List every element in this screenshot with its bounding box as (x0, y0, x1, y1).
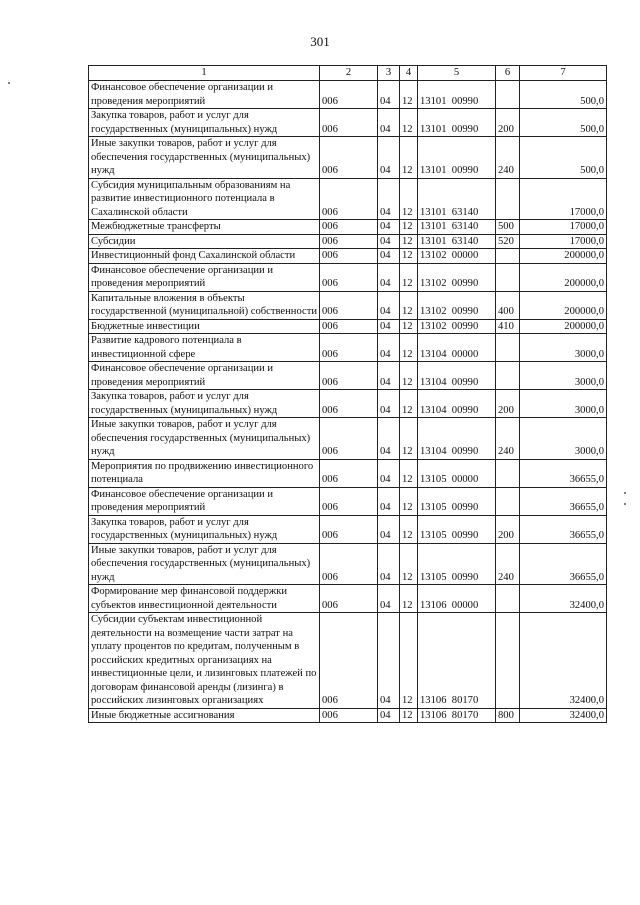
row-section: 04 (378, 234, 400, 249)
row-target-article: 13105 00990 (418, 487, 496, 515)
header-cell: 2 (320, 66, 378, 81)
scan-speck (624, 503, 626, 505)
row-expense-type (496, 249, 520, 264)
table-row (89, 319, 607, 334)
row-subsection: 12 (400, 137, 418, 179)
page-number: 301 (310, 34, 330, 49)
table-row (89, 585, 607, 613)
row-name: Иные закупки товаров, работ и услуг для обеспечения государственных (муниципальных) нужд (89, 418, 320, 460)
row-expense-type (496, 613, 520, 709)
row-section: 04 (378, 81, 400, 109)
row-section: 04 (378, 708, 400, 723)
row-target-article: 13106 80170 (418, 708, 496, 723)
table-row (89, 178, 607, 220)
row-name: Субсидии субъектам инвестиционной деятельности на возмещение части затрат на уплату процентов по кредитам, полученным в российских кредитных организациях на инвестиционные цели, и лизинговых платежей по договорам финансовой аренды (лизинга) в российских лизинговых организациях (89, 613, 320, 709)
row-section: 04 (378, 137, 400, 179)
row-expense-type (496, 459, 520, 487)
row-expense-type: 410 (496, 319, 520, 334)
row-subsection: 12 (400, 418, 418, 460)
row-name: Закупка товаров, работ и услуг для государственных (муниципальных) нужд (89, 109, 320, 137)
row-target-article: 13104 00990 (418, 390, 496, 418)
header-row (89, 66, 607, 81)
table-body (89, 81, 607, 723)
row-target-article: 13101 63140 (418, 234, 496, 249)
row-subsection: 12 (400, 543, 418, 585)
row-grbs-code: 006 (320, 362, 378, 390)
row-amount: 36655,0 (520, 543, 607, 585)
row-amount: 17000,0 (520, 220, 607, 235)
row-amount: 36655,0 (520, 487, 607, 515)
row-amount: 3000,0 (520, 362, 607, 390)
row-name: Бюджетные инвестиции (89, 319, 320, 334)
row-grbs-code: 006 (320, 515, 378, 543)
row-name: Иные бюджетные ассигнования (89, 708, 320, 723)
row-expense-type (496, 487, 520, 515)
row-subsection: 12 (400, 220, 418, 235)
row-target-article: 13102 00990 (418, 291, 496, 319)
row-subsection: 12 (400, 515, 418, 543)
row-amount: 17000,0 (520, 178, 607, 220)
row-name: Инвестиционный фонд Сахалинской области (89, 249, 320, 264)
row-section: 04 (378, 220, 400, 235)
row-subsection: 12 (400, 234, 418, 249)
row-expense-type: 800 (496, 708, 520, 723)
row-section: 04 (378, 263, 400, 291)
row-expense-type: 240 (496, 418, 520, 460)
row-amount: 3000,0 (520, 334, 607, 362)
row-grbs-code: 006 (320, 390, 378, 418)
row-target-article: 13102 00000 (418, 249, 496, 264)
row-expense-type (496, 334, 520, 362)
row-amount: 200000,0 (520, 291, 607, 319)
row-subsection: 12 (400, 178, 418, 220)
row-name: Мероприятия по продвижению инвестиционного потенциала (89, 459, 320, 487)
row-grbs-code: 006 (320, 81, 378, 109)
row-target-article: 13106 80170 (418, 613, 496, 709)
row-expense-type: 500 (496, 220, 520, 235)
row-section: 04 (378, 515, 400, 543)
table-row (89, 543, 607, 585)
row-subsection: 12 (400, 81, 418, 109)
table-row (89, 334, 607, 362)
scan-speck (624, 492, 626, 494)
row-name: Закупка товаров, работ и услуг для государственных (муниципальных) нужд (89, 390, 320, 418)
row-name: Иные закупки товаров, работ и услуг для обеспечения государственных (муниципальных) нужд (89, 543, 320, 585)
row-subsection: 12 (400, 291, 418, 319)
row-amount: 32400,0 (520, 708, 607, 723)
table-row (89, 418, 607, 460)
row-name: Капитальные вложения в объекты государственной (муниципальной) собственности (89, 291, 320, 319)
row-subsection: 12 (400, 613, 418, 709)
table-row (89, 137, 607, 179)
row-target-article: 13101 63140 (418, 220, 496, 235)
row-expense-type: 200 (496, 515, 520, 543)
row-section: 04 (378, 109, 400, 137)
row-name: Межбюджетные трансферты (89, 220, 320, 235)
row-target-article: 13104 00990 (418, 362, 496, 390)
row-target-article: 13106 00000 (418, 585, 496, 613)
table-row (89, 459, 607, 487)
row-name: Развитие кадрового потенциала в инвестиционной сфере (89, 334, 320, 362)
row-grbs-code: 006 (320, 319, 378, 334)
row-expense-type (496, 585, 520, 613)
row-section: 04 (378, 543, 400, 585)
row-grbs-code: 006 (320, 543, 378, 585)
row-section: 04 (378, 291, 400, 319)
row-grbs-code: 006 (320, 334, 378, 362)
row-section: 04 (378, 362, 400, 390)
row-section: 04 (378, 390, 400, 418)
row-name: Закупка товаров, работ и услуг для государственных (муниципальных) нужд (89, 515, 320, 543)
header-cell: 6 (496, 66, 520, 81)
row-amount: 36655,0 (520, 515, 607, 543)
row-target-article: 13101 63140 (418, 178, 496, 220)
row-target-article: 13105 00000 (418, 459, 496, 487)
row-amount: 500,0 (520, 137, 607, 179)
row-grbs-code: 006 (320, 487, 378, 515)
row-grbs-code: 006 (320, 708, 378, 723)
row-expense-type: 200 (496, 390, 520, 418)
row-subsection: 12 (400, 334, 418, 362)
row-expense-type (496, 178, 520, 220)
row-name: Субсидия муниципальным образованиям на развитие инвестиционного потенциала в Сахалинской области (89, 178, 320, 220)
row-expense-type (496, 362, 520, 390)
table-row (89, 708, 607, 723)
row-section: 04 (378, 487, 400, 515)
table-row (89, 81, 607, 109)
row-name: Иные закупки товаров, работ и услуг для обеспечения государственных (муниципальных) нужд (89, 137, 320, 179)
row-amount: 17000,0 (520, 234, 607, 249)
row-grbs-code: 006 (320, 613, 378, 709)
row-subsection: 12 (400, 319, 418, 334)
row-section: 04 (378, 319, 400, 334)
row-grbs-code: 006 (320, 137, 378, 179)
table-row (89, 613, 607, 709)
row-grbs-code: 006 (320, 109, 378, 137)
row-name: Финансовое обеспечение организации и проведения мероприятий (89, 263, 320, 291)
row-name: Финансовое обеспечение организации и проведения мероприятий (89, 487, 320, 515)
row-grbs-code: 006 (320, 263, 378, 291)
row-amount: 3000,0 (520, 418, 607, 460)
row-target-article: 13105 00990 (418, 543, 496, 585)
row-name: Формирование мер финансовой поддержки субъектов инвестиционной деятельности (89, 585, 320, 613)
row-target-article: 13102 00990 (418, 319, 496, 334)
row-grbs-code: 006 (320, 459, 378, 487)
row-subsection: 12 (400, 390, 418, 418)
row-target-article: 13105 00990 (418, 515, 496, 543)
row-amount: 500,0 (520, 109, 607, 137)
row-subsection: 12 (400, 459, 418, 487)
row-section: 04 (378, 585, 400, 613)
row-expense-type: 400 (496, 291, 520, 319)
row-grbs-code: 006 (320, 585, 378, 613)
row-amount: 200000,0 (520, 319, 607, 334)
row-section: 04 (378, 459, 400, 487)
budget-table (88, 65, 607, 723)
row-expense-type: 200 (496, 109, 520, 137)
row-section: 04 (378, 249, 400, 264)
row-subsection: 12 (400, 585, 418, 613)
row-target-article: 13101 00990 (418, 109, 496, 137)
row-expense-type: 240 (496, 137, 520, 179)
row-name: Финансовое обеспечение организации и проведения мероприятий (89, 362, 320, 390)
row-subsection: 12 (400, 109, 418, 137)
row-subsection: 12 (400, 263, 418, 291)
row-expense-type (496, 263, 520, 291)
row-section: 04 (378, 613, 400, 709)
table-row (89, 515, 607, 543)
scan-speck (8, 82, 10, 84)
table-row (89, 220, 607, 235)
row-grbs-code: 006 (320, 418, 378, 460)
row-subsection: 12 (400, 487, 418, 515)
row-amount: 36655,0 (520, 459, 607, 487)
table-row (89, 234, 607, 249)
table-row (89, 362, 607, 390)
row-amount: 200000,0 (520, 263, 607, 291)
row-amount: 32400,0 (520, 613, 607, 709)
row-target-article: 13104 00000 (418, 334, 496, 362)
table-row (89, 487, 607, 515)
header-cell: 4 (400, 66, 418, 81)
table-row (89, 263, 607, 291)
header-cell: 7 (520, 66, 607, 81)
row-grbs-code: 006 (320, 234, 378, 249)
row-subsection: 12 (400, 362, 418, 390)
row-amount: 500,0 (520, 81, 607, 109)
row-target-article: 13101 00990 (418, 81, 496, 109)
row-expense-type: 520 (496, 234, 520, 249)
row-section: 04 (378, 334, 400, 362)
row-grbs-code: 006 (320, 178, 378, 220)
row-target-article: 13104 00990 (418, 418, 496, 460)
row-grbs-code: 006 (320, 220, 378, 235)
row-subsection: 12 (400, 249, 418, 264)
row-grbs-code: 006 (320, 291, 378, 319)
row-target-article: 13102 00990 (418, 263, 496, 291)
row-expense-type: 240 (496, 543, 520, 585)
row-amount: 200000,0 (520, 249, 607, 264)
row-amount: 32400,0 (520, 585, 607, 613)
row-subsection: 12 (400, 708, 418, 723)
row-expense-type (496, 81, 520, 109)
table-row (89, 109, 607, 137)
row-name: Финансовое обеспечение организации и проведения мероприятий (89, 81, 320, 109)
table-row (89, 249, 607, 264)
row-name: Субсидии (89, 234, 320, 249)
header-cell: 5 (418, 66, 496, 81)
row-grbs-code: 006 (320, 249, 378, 264)
row-section: 04 (378, 418, 400, 460)
header-cell: 1 (89, 66, 320, 81)
table-row (89, 291, 607, 319)
header-cell: 3 (378, 66, 400, 81)
row-target-article: 13101 00990 (418, 137, 496, 179)
row-section: 04 (378, 178, 400, 220)
table-row (89, 390, 607, 418)
row-amount: 3000,0 (520, 390, 607, 418)
